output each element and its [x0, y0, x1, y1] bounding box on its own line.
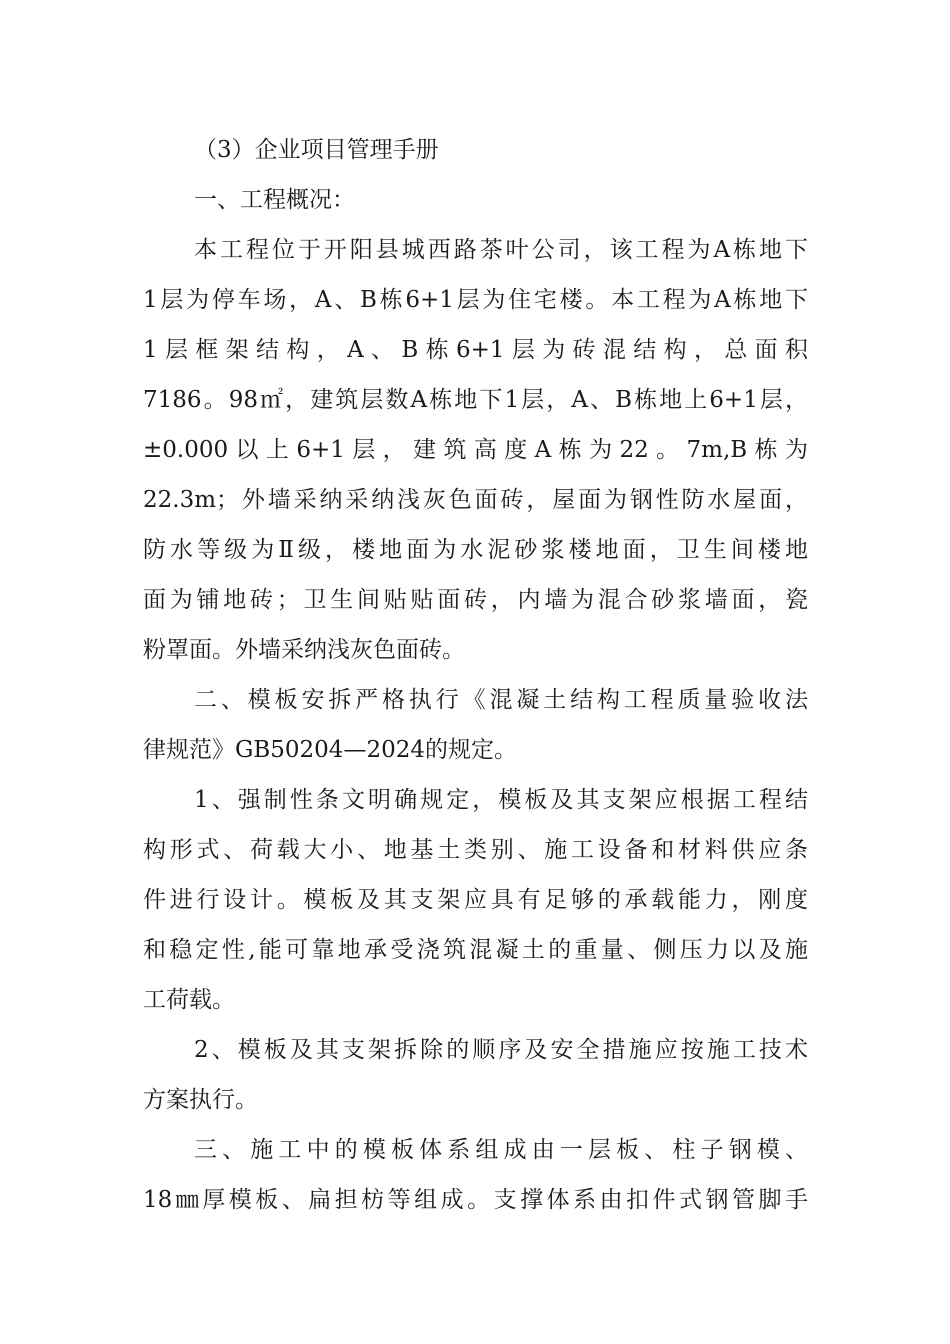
paragraph-line: ±0.000以上6+1层，建筑高度A栋为22。7m,B栋为	[143, 437, 808, 463]
paragraph-line: 二、模板安拆严格执行《混凝土结构工程质量验收法	[194, 687, 808, 713]
paragraph-line: 件进行设计。模板及其支架应具有足够的承载能力，刚度	[143, 887, 808, 913]
paragraph-line: 和稳定性,能可靠地承受浇筑混凝土的重量、侧压力以及施	[143, 937, 808, 963]
paragraph-line: 律规范》GB50204—2024的规定。	[143, 737, 517, 763]
section-title-overview: 一、工程概况：	[194, 187, 355, 213]
paragraph-line: 22.3m；外墙采纳采纳浅灰色面砖，屋面为钢性防水屋面，	[143, 487, 808, 513]
paragraph-line: 7186。98㎡，建筑层数A栋地下1层，A、B栋地上6+1层，	[143, 387, 808, 413]
paragraph-line: 三、施工中的模板体系组成由一层板、柱子钢模、	[194, 1137, 808, 1163]
paragraph-line: 工荷载。	[143, 987, 235, 1013]
paragraph-line: 1、强制性条文明确规定，模板及其支架应根据工程结	[194, 787, 808, 813]
paragraph-line: 2、模板及其支架拆除的顺序及安全措施应按施工技术	[194, 1037, 808, 1063]
paragraph-line: 面为铺地砖；卫生间贴贴面砖，内墙为混合砂浆墙面，瓷	[143, 587, 808, 613]
paragraph-line: 粉罩面。外墙采纳浅灰色面砖。	[143, 637, 465, 663]
document-heading: （3）企业项目管理手册	[194, 137, 439, 163]
paragraph-line: 防水等级为Ⅱ级，楼地面为水泥砂浆楼地面，卫生间楼地	[143, 537, 808, 563]
paragraph-line: 本工程位于开阳县城西路茶叶公司，该工程为A栋地下	[194, 237, 808, 263]
paragraph-line: 18㎜厚模板、扁担枋等组成。支撑体系由扣件式钢管脚手	[143, 1187, 808, 1213]
paragraph-line: 构形式、荷载大小、地基土类别、施工设备和材料供应条	[143, 837, 808, 863]
paragraph-line: 1层为停车场，A、B栋6+1层为住宅楼。本工程为A栋地下	[143, 287, 808, 313]
paragraph-line: 1层框架结构，A、B栋6+1层为砖混结构，总面积	[143, 337, 808, 363]
paragraph-line: 方案执行。	[143, 1087, 258, 1113]
